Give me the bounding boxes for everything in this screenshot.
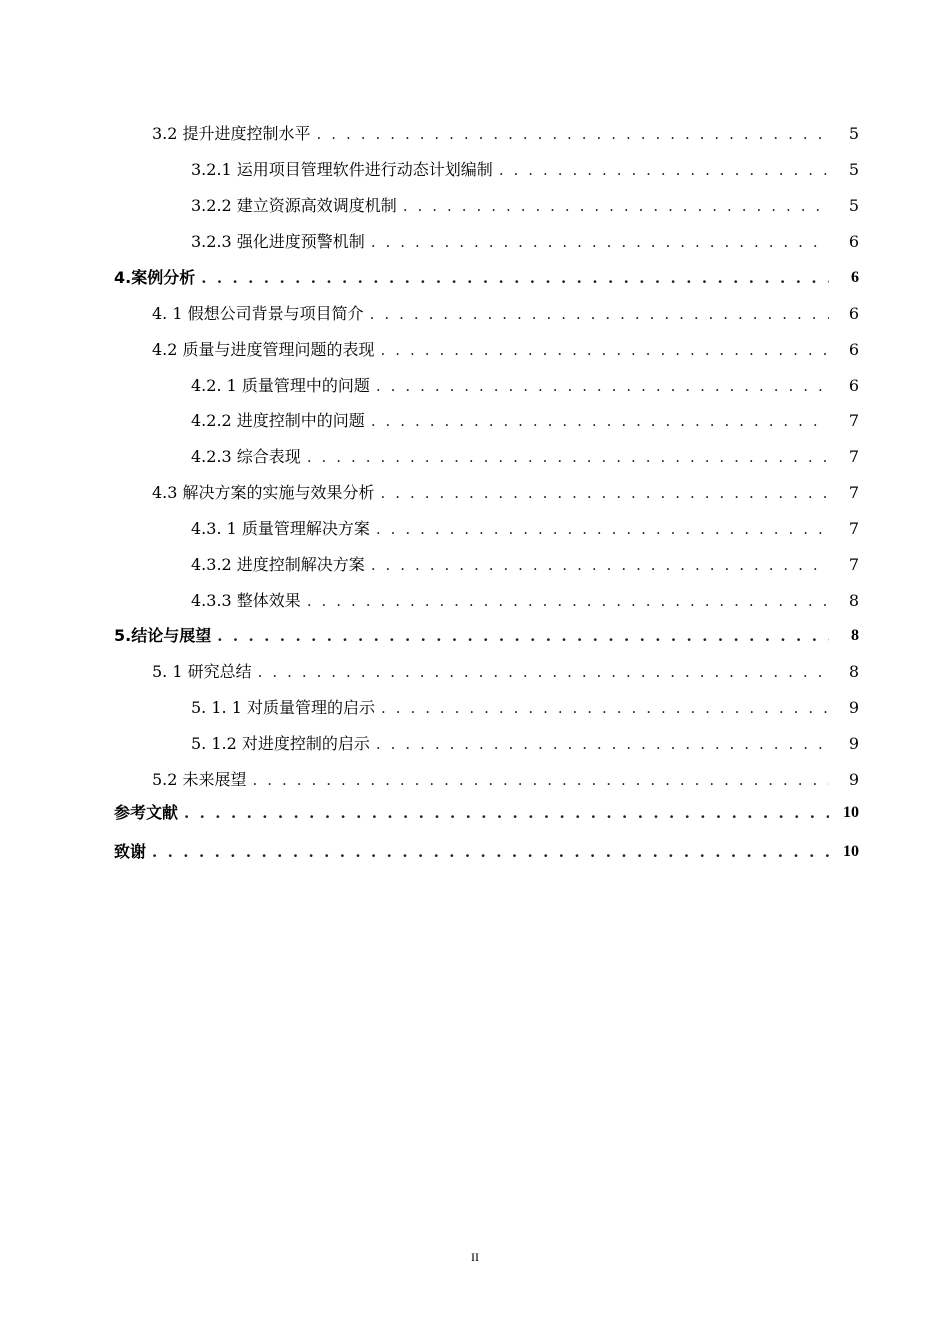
toc-entry-3-2-1[interactable] <box>0 156 950 180</box>
toc-dot-leader <box>376 376 829 396</box>
toc-entry-page: 7 <box>848 411 859 430</box>
toc-entry-label: 4.3. 1 质量管理解决方案 <box>191 519 370 538</box>
toc-entry-label: 3.2.2 建立资源高效调度机制 <box>191 196 397 215</box>
toc-entry-label: 3.2 提升进度控制水平 <box>152 124 311 143</box>
toc-entry-page: 7 <box>848 555 859 574</box>
toc-entry-page: 5 <box>848 124 859 143</box>
toc-dot-leader <box>201 268 829 288</box>
toc-entry-label: 4.2.3 综合表现 <box>191 447 301 466</box>
toc-dot-leader <box>253 770 829 790</box>
toc-dot-leader <box>499 160 829 180</box>
toc-entry-page: 9 <box>848 734 859 753</box>
toc-dot-leader <box>217 626 829 646</box>
toc-dot-leader <box>371 555 829 575</box>
toc-entry-page: 10 <box>843 843 859 860</box>
toc-dot-leader <box>184 803 829 823</box>
toc-entry-5-1-1[interactable] <box>0 694 950 718</box>
toc-dot-leader <box>307 591 829 611</box>
toc-entry-page: 6 <box>848 232 859 251</box>
toc-entry-label: 5.2 未来展望 <box>152 770 247 789</box>
toc-entry-label: 5. 1 研究总结 <box>152 662 252 681</box>
toc-entry-5-1-2[interactable] <box>0 730 950 754</box>
toc-entry-label: 4.2.2 进度控制中的问题 <box>191 411 365 430</box>
toc-entry-page: 7 <box>848 483 859 502</box>
toc-dot-leader <box>152 842 829 862</box>
toc-entry-page: 7 <box>848 519 859 538</box>
toc-entry-5-2[interactable] <box>0 766 950 790</box>
toc-entry-page: 6 <box>848 304 859 323</box>
toc-entry-4-2[interactable] <box>0 336 950 360</box>
toc-entry-4-1[interactable] <box>0 300 950 324</box>
toc-entry-label: 致谢 <box>114 842 147 861</box>
toc-dot-leader <box>371 232 829 252</box>
toc-entry-5[interactable] <box>0 622 950 646</box>
toc-entry-label: 参考文献 <box>114 803 179 822</box>
toc-entry-references[interactable] <box>0 799 950 823</box>
toc-entry-acknowledgements[interactable] <box>0 838 950 862</box>
toc-entry-4-2-1[interactable] <box>0 372 950 396</box>
toc-dot-leader <box>376 519 829 539</box>
toc-entry-label: 4.3.2 进度控制解决方案 <box>191 555 365 574</box>
toc-entry-page: 6 <box>848 376 859 395</box>
toc-dot-leader <box>381 483 829 503</box>
toc-entry-label: 5.结论与展望 <box>114 626 212 645</box>
toc-entry-page: 10 <box>843 804 859 821</box>
toc-dot-leader <box>307 447 829 467</box>
toc-dot-leader <box>381 698 829 718</box>
toc-entry-4-3-2[interactable] <box>0 551 950 575</box>
toc-entry-page: 7 <box>848 447 859 466</box>
toc-entry-page: 9 <box>848 698 859 717</box>
toc-entry-3-2[interactable] <box>0 120 950 144</box>
toc-entry-label: 3.2.1 运用项目管理软件进行动态计划编制 <box>191 160 493 179</box>
toc-dot-leader <box>317 124 829 144</box>
toc-entry-label: 4.2 质量与进度管理问题的表现 <box>152 340 375 359</box>
toc-entry-page: 6 <box>851 269 859 286</box>
toc-dot-leader <box>376 734 829 754</box>
toc-entry-page: 8 <box>848 591 859 610</box>
toc-entry-label: 4.案例分析 <box>114 268 196 287</box>
toc-entry-4-2-3[interactable] <box>0 443 950 467</box>
toc-entry-4-2-2[interactable] <box>0 407 950 431</box>
toc-dot-leader <box>403 196 829 216</box>
toc-entry-label: 4.3 解决方案的实施与效果分析 <box>152 483 375 502</box>
toc-entry-label: 4.3.3 整体效果 <box>191 591 301 610</box>
toc-entry-label: 3.2.3 强化进度预警机制 <box>191 232 365 251</box>
toc-entry-3-2-2[interactable] <box>0 192 950 216</box>
toc-entry-page: 6 <box>848 340 859 359</box>
toc-entry-label: 5. 1. 1 对质量管理的启示 <box>191 698 375 717</box>
toc-dot-leader <box>381 340 829 360</box>
toc-entry-4-3-3[interactable] <box>0 587 950 611</box>
toc-dot-leader <box>370 304 829 324</box>
toc-entry-page: 8 <box>848 662 859 681</box>
toc-entry-4-3-1[interactable] <box>0 515 950 539</box>
toc-entry-page: 8 <box>851 627 859 644</box>
toc-dot-leader <box>371 411 829 431</box>
toc-entry-4[interactable] <box>0 264 950 288</box>
toc-entry-4-3[interactable] <box>0 479 950 503</box>
toc-dot-leader <box>258 662 829 682</box>
toc-entry-label: 5. 1.2 对进度控制的启示 <box>191 734 370 753</box>
toc-entry-5-1[interactable] <box>0 658 950 682</box>
toc-entry-page: 5 <box>848 196 859 215</box>
toc-entry-page: 9 <box>848 770 859 789</box>
toc-entry-label: 4.2. 1 质量管理中的问题 <box>191 376 370 395</box>
toc-entry-3-2-3[interactable] <box>0 228 950 252</box>
toc-entry-page: 5 <box>848 160 859 179</box>
page-number-footer: II <box>471 1250 479 1264</box>
toc-entry-label: 4. 1 假想公司背景与项目简介 <box>152 304 364 323</box>
